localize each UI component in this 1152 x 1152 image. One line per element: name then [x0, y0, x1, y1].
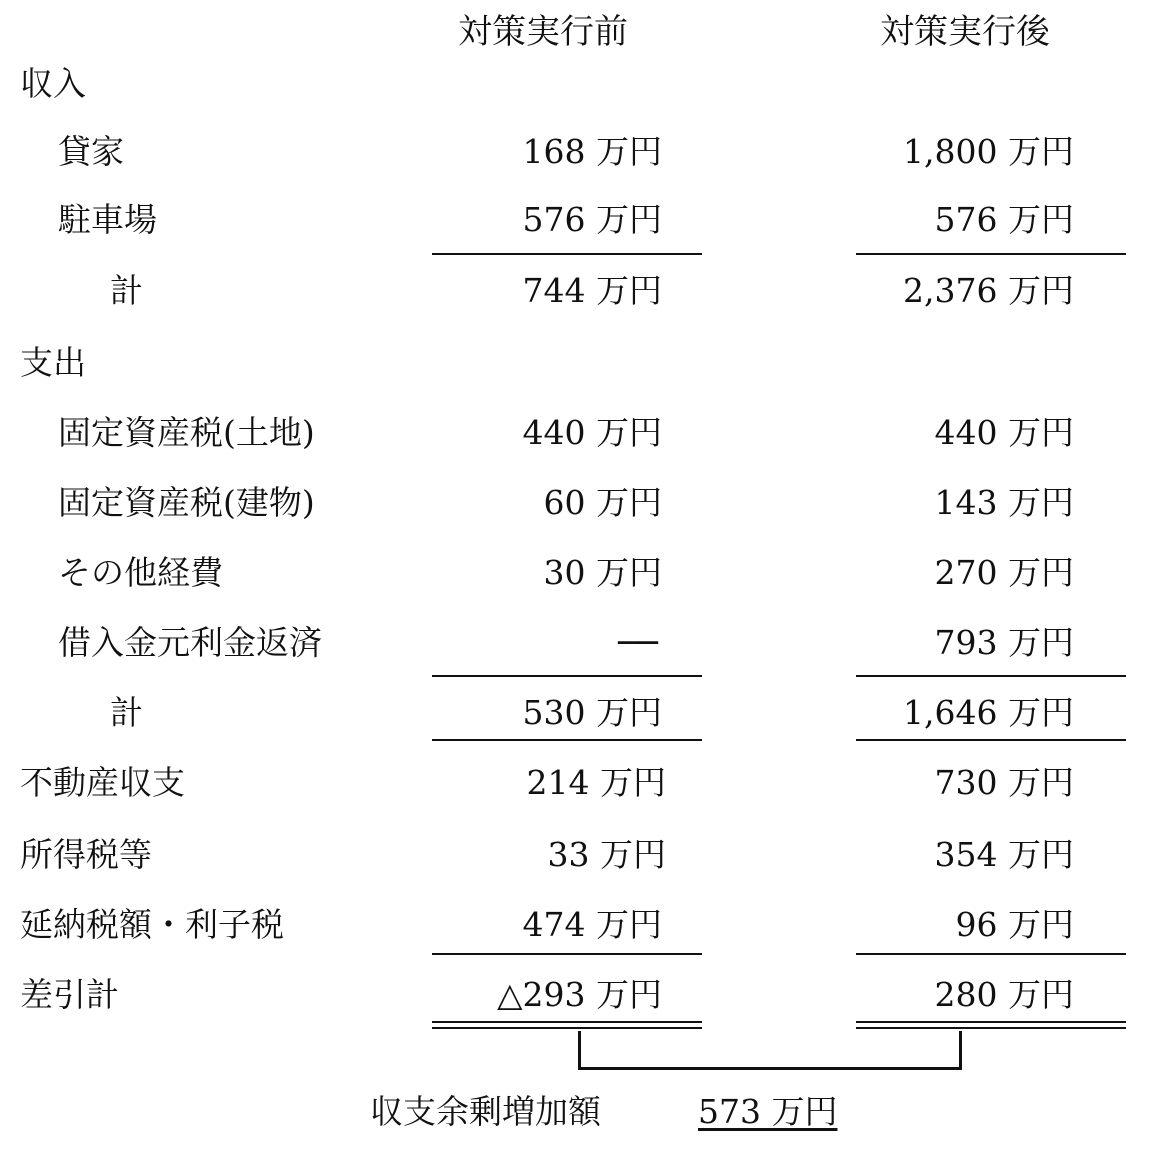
- net-total-after: 280 万円: [934, 975, 1074, 1014]
- summary-label: 収支余剰増加額: [370, 1092, 601, 1131]
- row-label-other-expense: その他経費: [58, 553, 223, 592]
- rule-income-before: [432, 253, 702, 255]
- income-tax-before: 33 万円: [547, 835, 666, 874]
- parking-before: 576 万円: [522, 200, 662, 239]
- double-rule-before: [432, 1021, 702, 1029]
- row-label-loan-repayment: 借入金元利金返済: [58, 623, 322, 662]
- rule-deferred-before: [432, 953, 702, 955]
- tax-land-before: 440 万円: [522, 413, 662, 452]
- deferred-tax-before: 474 万円: [522, 905, 662, 944]
- rule-income-after: [856, 253, 1126, 255]
- rule-expense-total-after: [856, 739, 1126, 741]
- loan-repayment-after: 793 万円: [934, 623, 1074, 662]
- rule-expense-total-before: [432, 739, 702, 741]
- rule-deferred-after: [856, 953, 1126, 955]
- tax-building-after: 143 万円: [934, 483, 1074, 522]
- net-total-before: △293 万円: [497, 975, 662, 1014]
- other-expense-after: 270 万円: [934, 553, 1074, 592]
- row-label-tax-land: 固定資産税(土地): [58, 413, 315, 452]
- rule-expense-after: [856, 675, 1126, 677]
- header-before: 対策実行前: [458, 12, 628, 52]
- row-label-property-balance: 不動産収支: [20, 763, 185, 802]
- parking-after: 576 万円: [934, 200, 1074, 239]
- income-total-before: 744 万円: [522, 271, 662, 310]
- row-label-deferred-tax: 延納税額・利子税: [20, 905, 284, 944]
- property-balance-before: 214 万円: [526, 763, 666, 802]
- row-label-income-total: 計: [110, 271, 143, 310]
- loan-repayment-before: ──: [618, 623, 658, 662]
- row-label-net-total: 差引計: [20, 975, 119, 1014]
- row-label-rent-house: 貸家: [58, 132, 124, 171]
- double-rule-after: [856, 1021, 1126, 1029]
- row-label-expense-total: 計: [110, 693, 143, 732]
- property-balance-after: 730 万円: [934, 763, 1074, 802]
- difference-bracket: [578, 1031, 962, 1070]
- rent-house-before: 168 万円: [522, 132, 662, 171]
- expense-total-after: 1,646 万円: [903, 693, 1074, 732]
- rent-house-after: 1,800 万円: [903, 132, 1074, 171]
- other-expense-before: 30 万円: [543, 553, 662, 592]
- expense-total-before: 530 万円: [522, 693, 662, 732]
- row-label-tax-building: 固定資産税(建物): [58, 483, 315, 522]
- rule-expense-before: [432, 675, 702, 677]
- section-income: 収入: [20, 64, 86, 103]
- tax-land-after: 440 万円: [934, 413, 1074, 452]
- row-label-income-tax: 所得税等: [20, 835, 152, 874]
- summary-value: 573 万円: [698, 1092, 838, 1131]
- tax-building-before: 60 万円: [543, 483, 662, 522]
- section-expense: 支出: [20, 343, 86, 382]
- income-total-after: 2,376 万円: [903, 271, 1074, 310]
- deferred-tax-after: 96 万円: [955, 905, 1074, 944]
- row-label-parking: 駐車場: [58, 200, 157, 239]
- income-tax-after: 354 万円: [934, 835, 1074, 874]
- header-after: 対策実行後: [880, 12, 1050, 52]
